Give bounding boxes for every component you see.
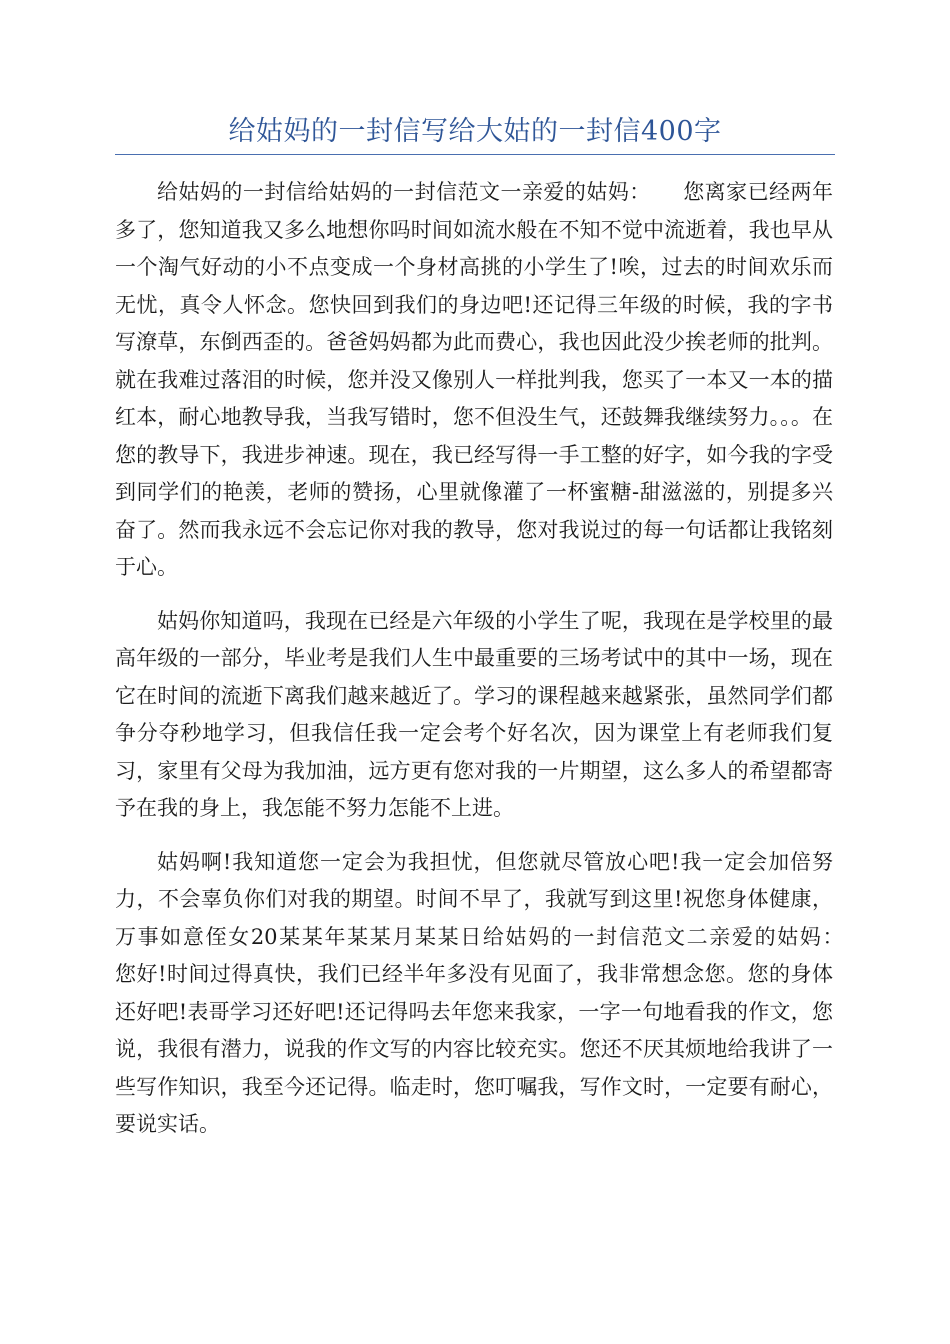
title-underline [115,154,835,155]
paragraph-2: 姑妈你知道吗，我现在已经是六年级的小学生了呢，我现在是学校里的最高年级的一部分，毕业考是我们人生中最重要的三场考试中的其中一场，现在它在时间的流逝下离我们越来越近了。学习的课程越来越紧张，虽然同学们都争分夺秒地学习，但我信任我一定会考个好名次，因为课堂上有老师我们复习，家里有父母为我加油，远方更有您对我的一片期望，这么多人的希望都寄予在我的身上，我怎能不努力怎能不上进。 [115,608,833,820]
paragraph-3: 姑妈啊!我知道您一定会为我担忧，但您就尽管放心吧!我一定会加倍努力，不会辜负你们对我的期望。时间不早了，我就写到这里!祝您身体健康，万事如意侄女20某某年某某月某某日给姑妈的一封信范文二亲爱的姑妈： 您好!时间过得真快，我们已经半年多没有见面了，我非常想念您。您的身体还好吧!表哥学习还好吧!还记得吗去年您来我家，一字一句地看我的作文，您说，我很有潜力，说我的作文写的内容比较充实。您还不厌其烦地给我讲了一些写作知识，我至今还记得。临走时，您叮嘱我，写作文时，一定要有耐心，要说实话。 [115,849,875,1136]
document-body [115,174,875,1160]
paragraph-1: 给姑妈的一封信给姑妈的一封信范文一亲爱的姑妈： 您离家已经两年多了，您知道我又多么地想你吗时间如流水般在不知不觉中流逝着，我也早从一个淘气好动的小不点变成一个身材高挑的小学生了!唉，过去的时间欢乐而无忧，真令人怀念。您快回到我们的身边吧!还记得三年级的时候，我的字书写潦草，东倒西歪的。爸爸妈妈都为此而费心，我也因此没少挨老师的批判。就在我难过落泪的时候，您并没又像别人一样批判我，您买了一本又一本的描红本，耐心地教导我，当我写错时，您不但没生气，还鼓舞我继续努力。。。在您的教导下，我进步神速。现在，我已经写得一手工整的好字，如今我的字受到同学们的艳羡，老师的赞扬，心里就像灌了一杯蜜糖-甜滋滋的，别提多兴奋了。然而我永远不会忘记你对我的教导，您对我说过的每一句话都让我铭刻于心。 [115,180,833,579]
document-title: 给姑妈的一封信写给大姑的一封信400字 [228,116,722,147]
